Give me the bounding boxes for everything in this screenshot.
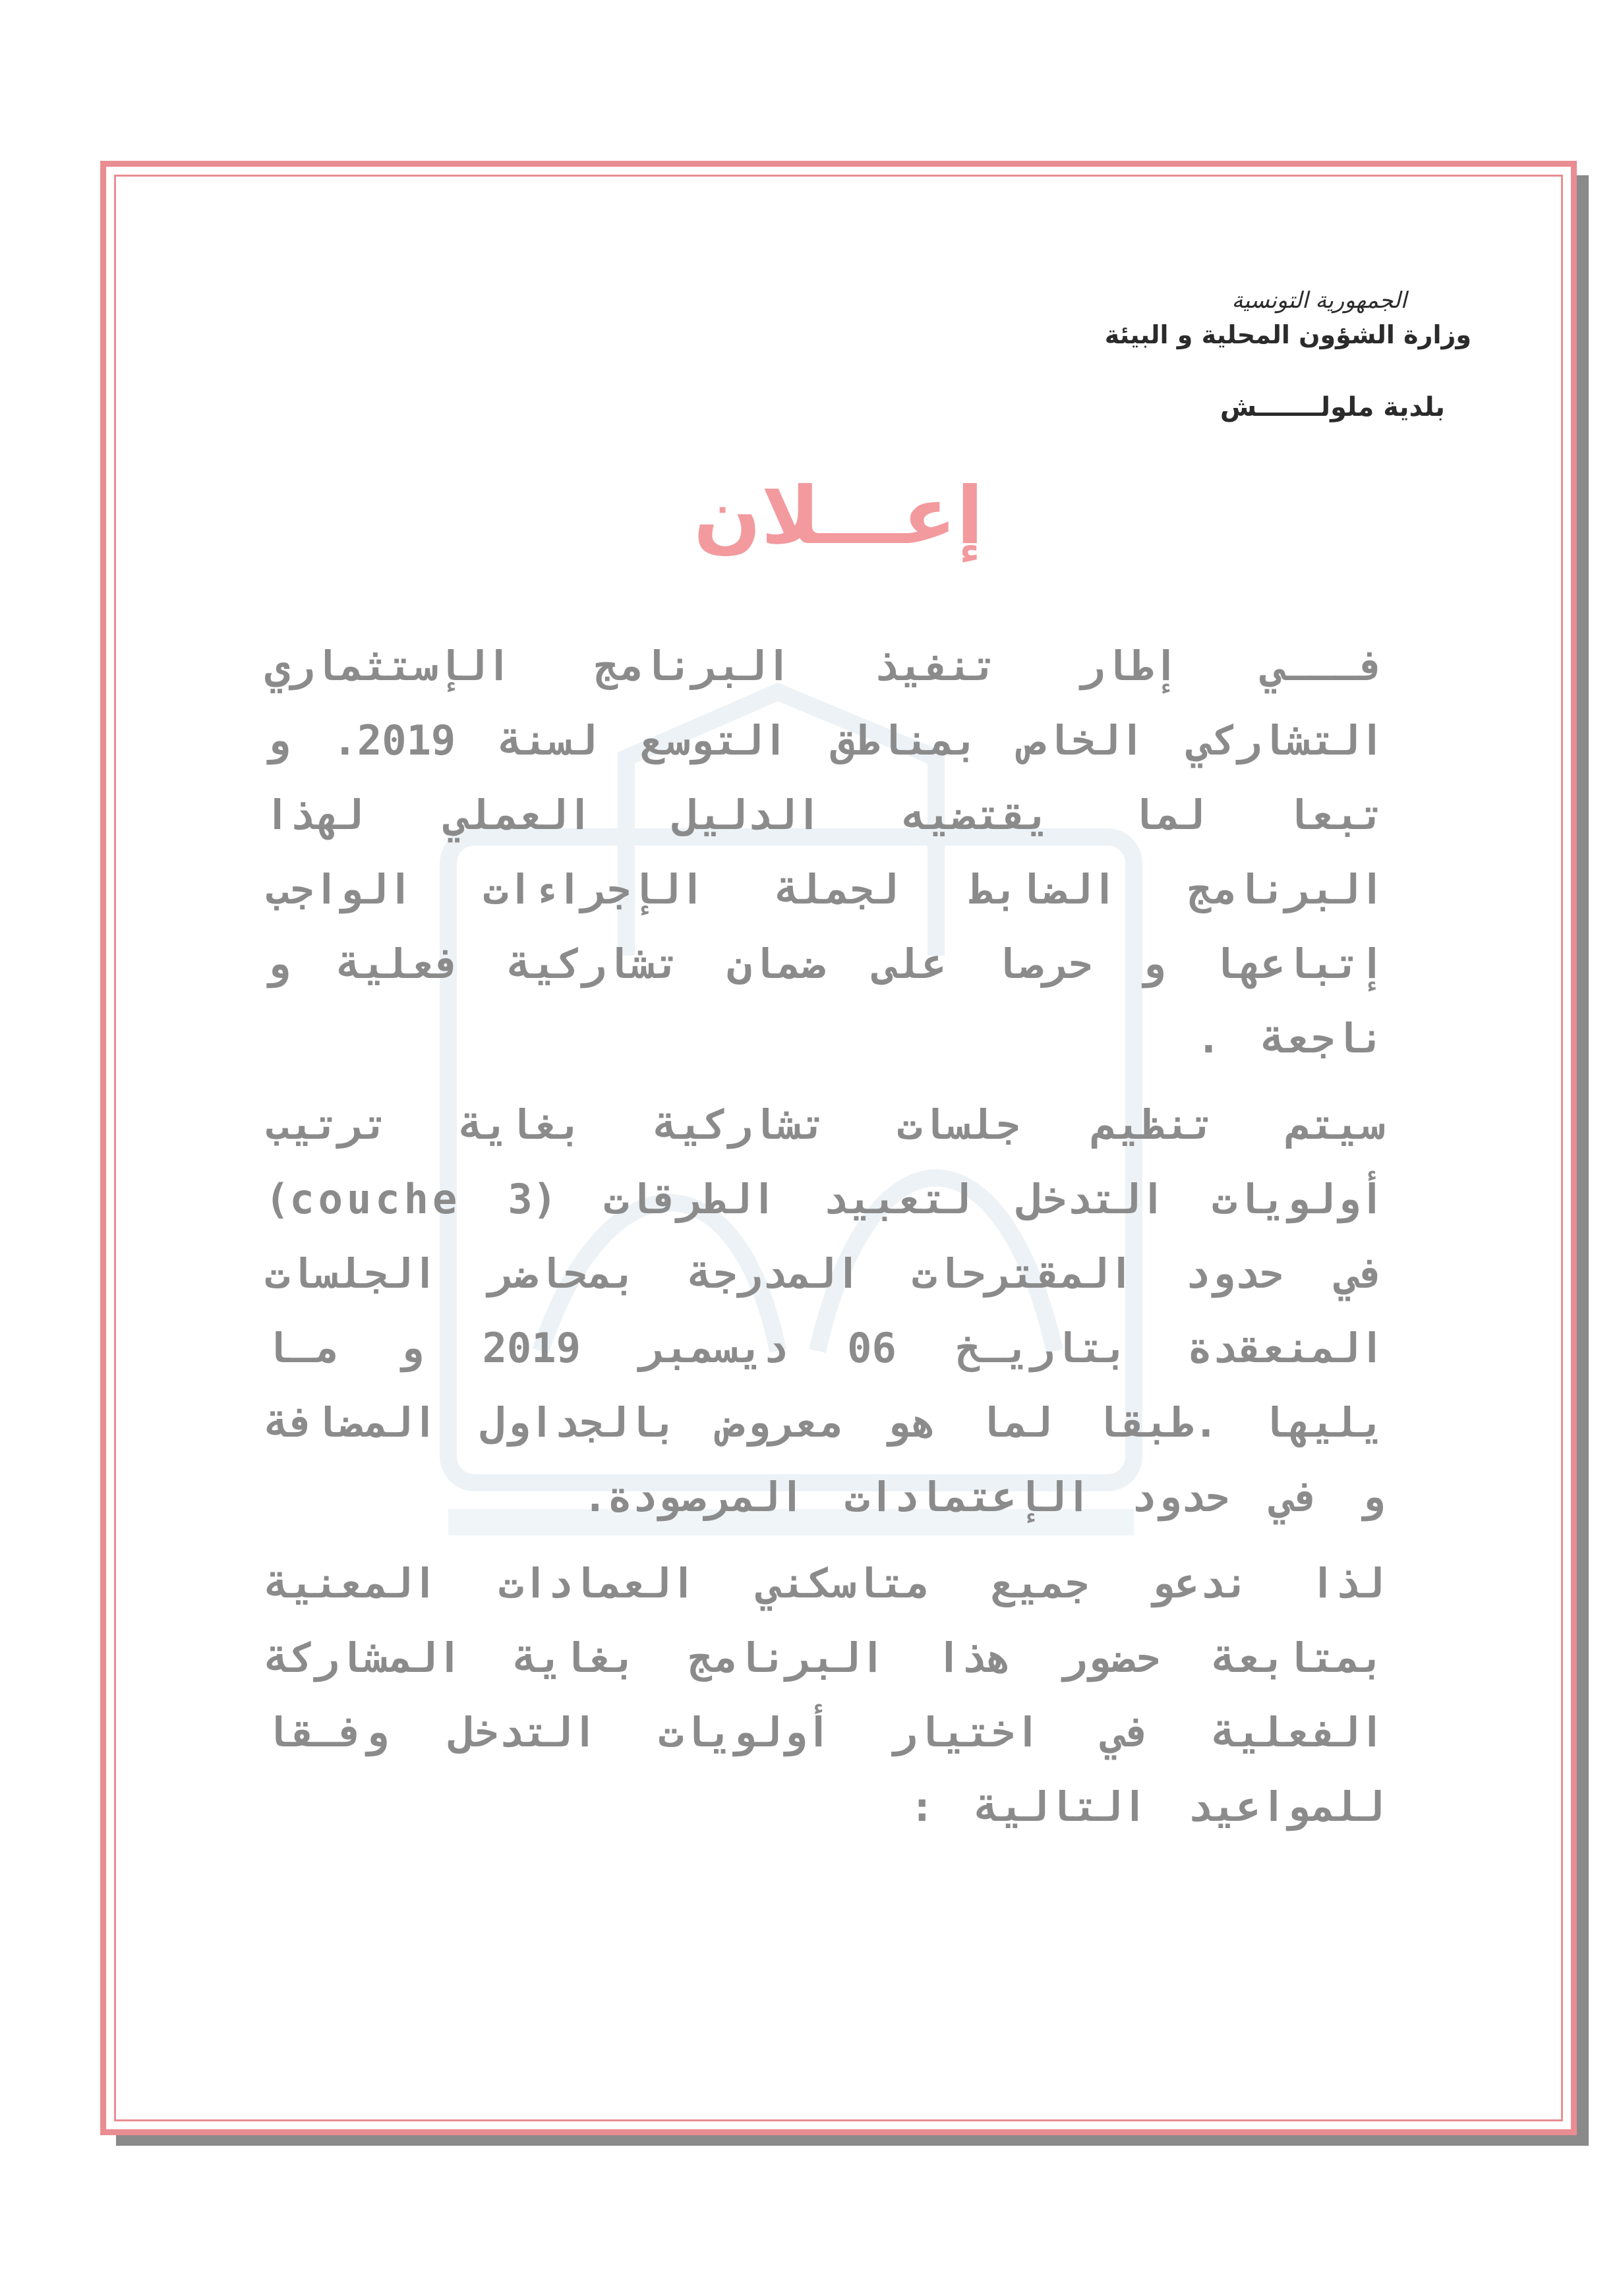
announcement-body [265,629,1384,1856]
announcement-content [100,161,1577,2135]
municipality-name: بلدية ملولـــــــش [1220,392,1445,422]
paragraph-3: لذا ندعو جميع متاسكني العمادات المعنية بمتابعة حضور هذا البرنامج بغاية المشاركة الفعلية في اختيار أولويات التدخل وفـقا للمواعيد التالية : [265,1559,1384,1831]
paragraph-1: فـــي إطار تنفيذ البرنامج الإستثماري التشاركي الخاص بمناطق التوسع لسنة 2019. و تبعا لما يقتضيه الدليل العملي لهذا البرنامج الضابط لجملة الإجراءات الواجب إتباعها و حرصا على ضمان تشاركية فعلية و ناجعة . [265,642,1385,1062]
announcement-title: إعـــلان [693,471,984,562]
ministry-name: وزارة الشؤون المحلية و البيئة [1104,320,1471,349]
paragraph-2: سيتم تنظيم جلسات تشاركية بغاية ترتيب أولويات التدخل لتعبيد الطرقات (3 couche) في حدود المقترحات المدرجة بمحاضر الجلسات المنعقدة بتاريـخ 06 ديسمبر 2019 و مـا يليها .طبقا لما هو معروض بالجداول المضافة و في حدود الإعتمادات المرصودة. [265,1101,1384,1521]
letterhead [1105,285,1471,426]
republic-name: الجمهورية التونسية [1231,287,1407,314]
